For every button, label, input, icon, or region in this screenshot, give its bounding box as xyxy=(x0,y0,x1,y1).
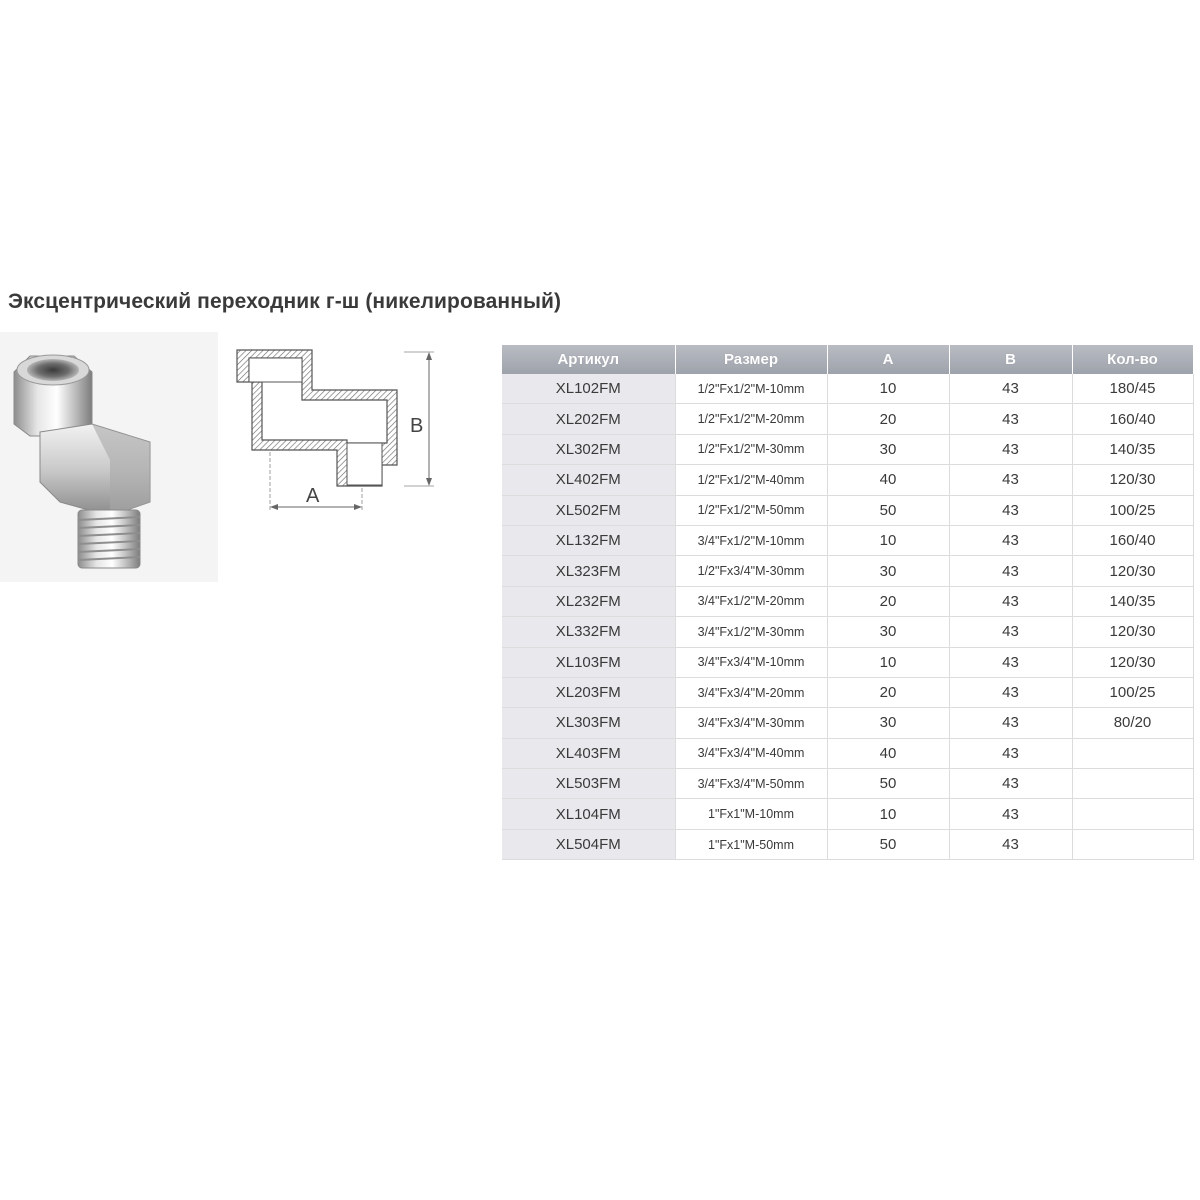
cell-article: XL104FM xyxy=(502,799,675,829)
cell-article: XL203FM xyxy=(502,677,675,707)
table-header-row xyxy=(502,345,1193,374)
table-row xyxy=(502,617,1193,647)
cell-a: 40 xyxy=(827,465,949,495)
cell-size: 3/4"Fx1/2"M-30mm xyxy=(675,617,827,647)
cell-b: 43 xyxy=(949,465,1072,495)
cell-article: XL502FM xyxy=(502,495,675,525)
cell-size: 1/2"Fx3/4"M-30mm xyxy=(675,556,827,586)
header-qty: Кол-во xyxy=(1072,345,1193,374)
table-row xyxy=(502,799,1193,829)
header-b: B xyxy=(949,345,1072,374)
cell-qty: 120/30 xyxy=(1072,617,1193,647)
cell-qty: 120/30 xyxy=(1072,556,1193,586)
cell-size: 3/4"Fx1/2"M-20mm xyxy=(675,586,827,616)
table-row xyxy=(502,374,1193,404)
product-photo xyxy=(0,332,218,582)
cell-a: 10 xyxy=(827,799,949,829)
cell-size: 3/4"Fx3/4"M-30mm xyxy=(675,708,827,738)
cell-a: 40 xyxy=(827,738,949,768)
cell-qty: 160/40 xyxy=(1072,404,1193,434)
cell-qty: 180/45 xyxy=(1072,374,1193,404)
cell-size: 3/4"Fx3/4"M-50mm xyxy=(675,769,827,799)
cell-qty xyxy=(1072,829,1193,859)
cell-a: 30 xyxy=(827,617,949,647)
table-row xyxy=(502,434,1193,464)
dimension-drawing xyxy=(222,340,442,520)
table-row xyxy=(502,829,1193,859)
cell-b: 43 xyxy=(949,495,1072,525)
dimension-label-a: A xyxy=(306,485,320,507)
cell-b: 43 xyxy=(949,738,1072,768)
table-row xyxy=(502,465,1193,495)
cell-article: XL323FM xyxy=(502,556,675,586)
cell-b: 43 xyxy=(949,374,1072,404)
cell-size: 3/4"Fx3/4"M-20mm xyxy=(675,677,827,707)
cell-article: XL102FM xyxy=(502,374,675,404)
cell-size: 1"Fx1"M-50mm xyxy=(675,829,827,859)
cell-a: 50 xyxy=(827,829,949,859)
cell-b: 43 xyxy=(949,677,1072,707)
table-row xyxy=(502,677,1193,707)
page-title: Эксцентрический переходник г-ш (никелированный) xyxy=(8,290,562,313)
cell-a: 10 xyxy=(827,647,949,677)
cell-qty xyxy=(1072,799,1193,829)
cell-qty: 140/35 xyxy=(1072,434,1193,464)
cell-a: 20 xyxy=(827,677,949,707)
cell-size: 1/2"Fx1/2"M-30mm xyxy=(675,434,827,464)
cell-b: 43 xyxy=(949,434,1072,464)
cell-qty: 80/20 xyxy=(1072,708,1193,738)
cell-article: XL303FM xyxy=(502,708,675,738)
cell-article: XL332FM xyxy=(502,617,675,647)
table-row xyxy=(502,586,1193,616)
cell-size: 3/4"Fx3/4"M-10mm xyxy=(675,647,827,677)
cell-article: XL302FM xyxy=(502,434,675,464)
table-row xyxy=(502,525,1193,555)
cell-a: 20 xyxy=(827,404,949,434)
header-a: A xyxy=(827,345,949,374)
header-article: Артикул xyxy=(502,345,675,374)
cell-size: 3/4"Fx1/2"M-10mm xyxy=(675,525,827,555)
cell-size: 1/2"Fx1/2"M-40mm xyxy=(675,465,827,495)
cell-b: 43 xyxy=(949,556,1072,586)
cell-article: XL132FM xyxy=(502,525,675,555)
cell-a: 30 xyxy=(827,708,949,738)
table-row xyxy=(502,708,1193,738)
cell-b: 43 xyxy=(949,769,1072,799)
cell-article: XL504FM xyxy=(502,829,675,859)
cell-size: 1/2"Fx1/2"M-50mm xyxy=(675,495,827,525)
table-row xyxy=(502,769,1193,799)
cell-b: 43 xyxy=(949,829,1072,859)
cell-b: 43 xyxy=(949,404,1072,434)
table-row xyxy=(502,404,1193,434)
cell-b: 43 xyxy=(949,617,1072,647)
cell-article: XL403FM xyxy=(502,738,675,768)
cell-qty xyxy=(1072,769,1193,799)
table-row xyxy=(502,738,1193,768)
cell-a: 10 xyxy=(827,374,949,404)
cell-b: 43 xyxy=(949,525,1072,555)
cell-a: 20 xyxy=(827,586,949,616)
cell-size: 1/2"Fx1/2"M-10mm xyxy=(675,374,827,404)
cell-a: 50 xyxy=(827,769,949,799)
cell-a: 50 xyxy=(827,495,949,525)
cell-qty: 160/40 xyxy=(1072,525,1193,555)
header-size: Размер xyxy=(675,345,827,374)
cell-qty xyxy=(1072,738,1193,768)
cell-qty: 140/35 xyxy=(1072,586,1193,616)
cell-article: XL103FM xyxy=(502,647,675,677)
cell-qty: 120/30 xyxy=(1072,647,1193,677)
cell-article: XL202FM xyxy=(502,404,675,434)
cell-size: 1/2"Fx1/2"M-20mm xyxy=(675,404,827,434)
cell-b: 43 xyxy=(949,708,1072,738)
cell-a: 30 xyxy=(827,434,949,464)
cell-qty: 100/25 xyxy=(1072,495,1193,525)
cell-size: 3/4"Fx3/4"M-40mm xyxy=(675,738,827,768)
spec-table xyxy=(502,345,1194,860)
cell-b: 43 xyxy=(949,586,1072,616)
cell-size: 1"Fx1"M-10mm xyxy=(675,799,827,829)
table-row xyxy=(502,647,1193,677)
cell-qty: 100/25 xyxy=(1072,677,1193,707)
cell-article: XL232FM xyxy=(502,586,675,616)
dimension-label-b: B xyxy=(410,415,424,437)
table-row xyxy=(502,495,1193,525)
cell-qty: 120/30 xyxy=(1072,465,1193,495)
cell-a: 30 xyxy=(827,556,949,586)
cell-b: 43 xyxy=(949,799,1072,829)
cell-article: XL402FM xyxy=(502,465,675,495)
cell-article: XL503FM xyxy=(502,769,675,799)
cell-a: 10 xyxy=(827,525,949,555)
table-row xyxy=(502,556,1193,586)
cell-b: 43 xyxy=(949,647,1072,677)
